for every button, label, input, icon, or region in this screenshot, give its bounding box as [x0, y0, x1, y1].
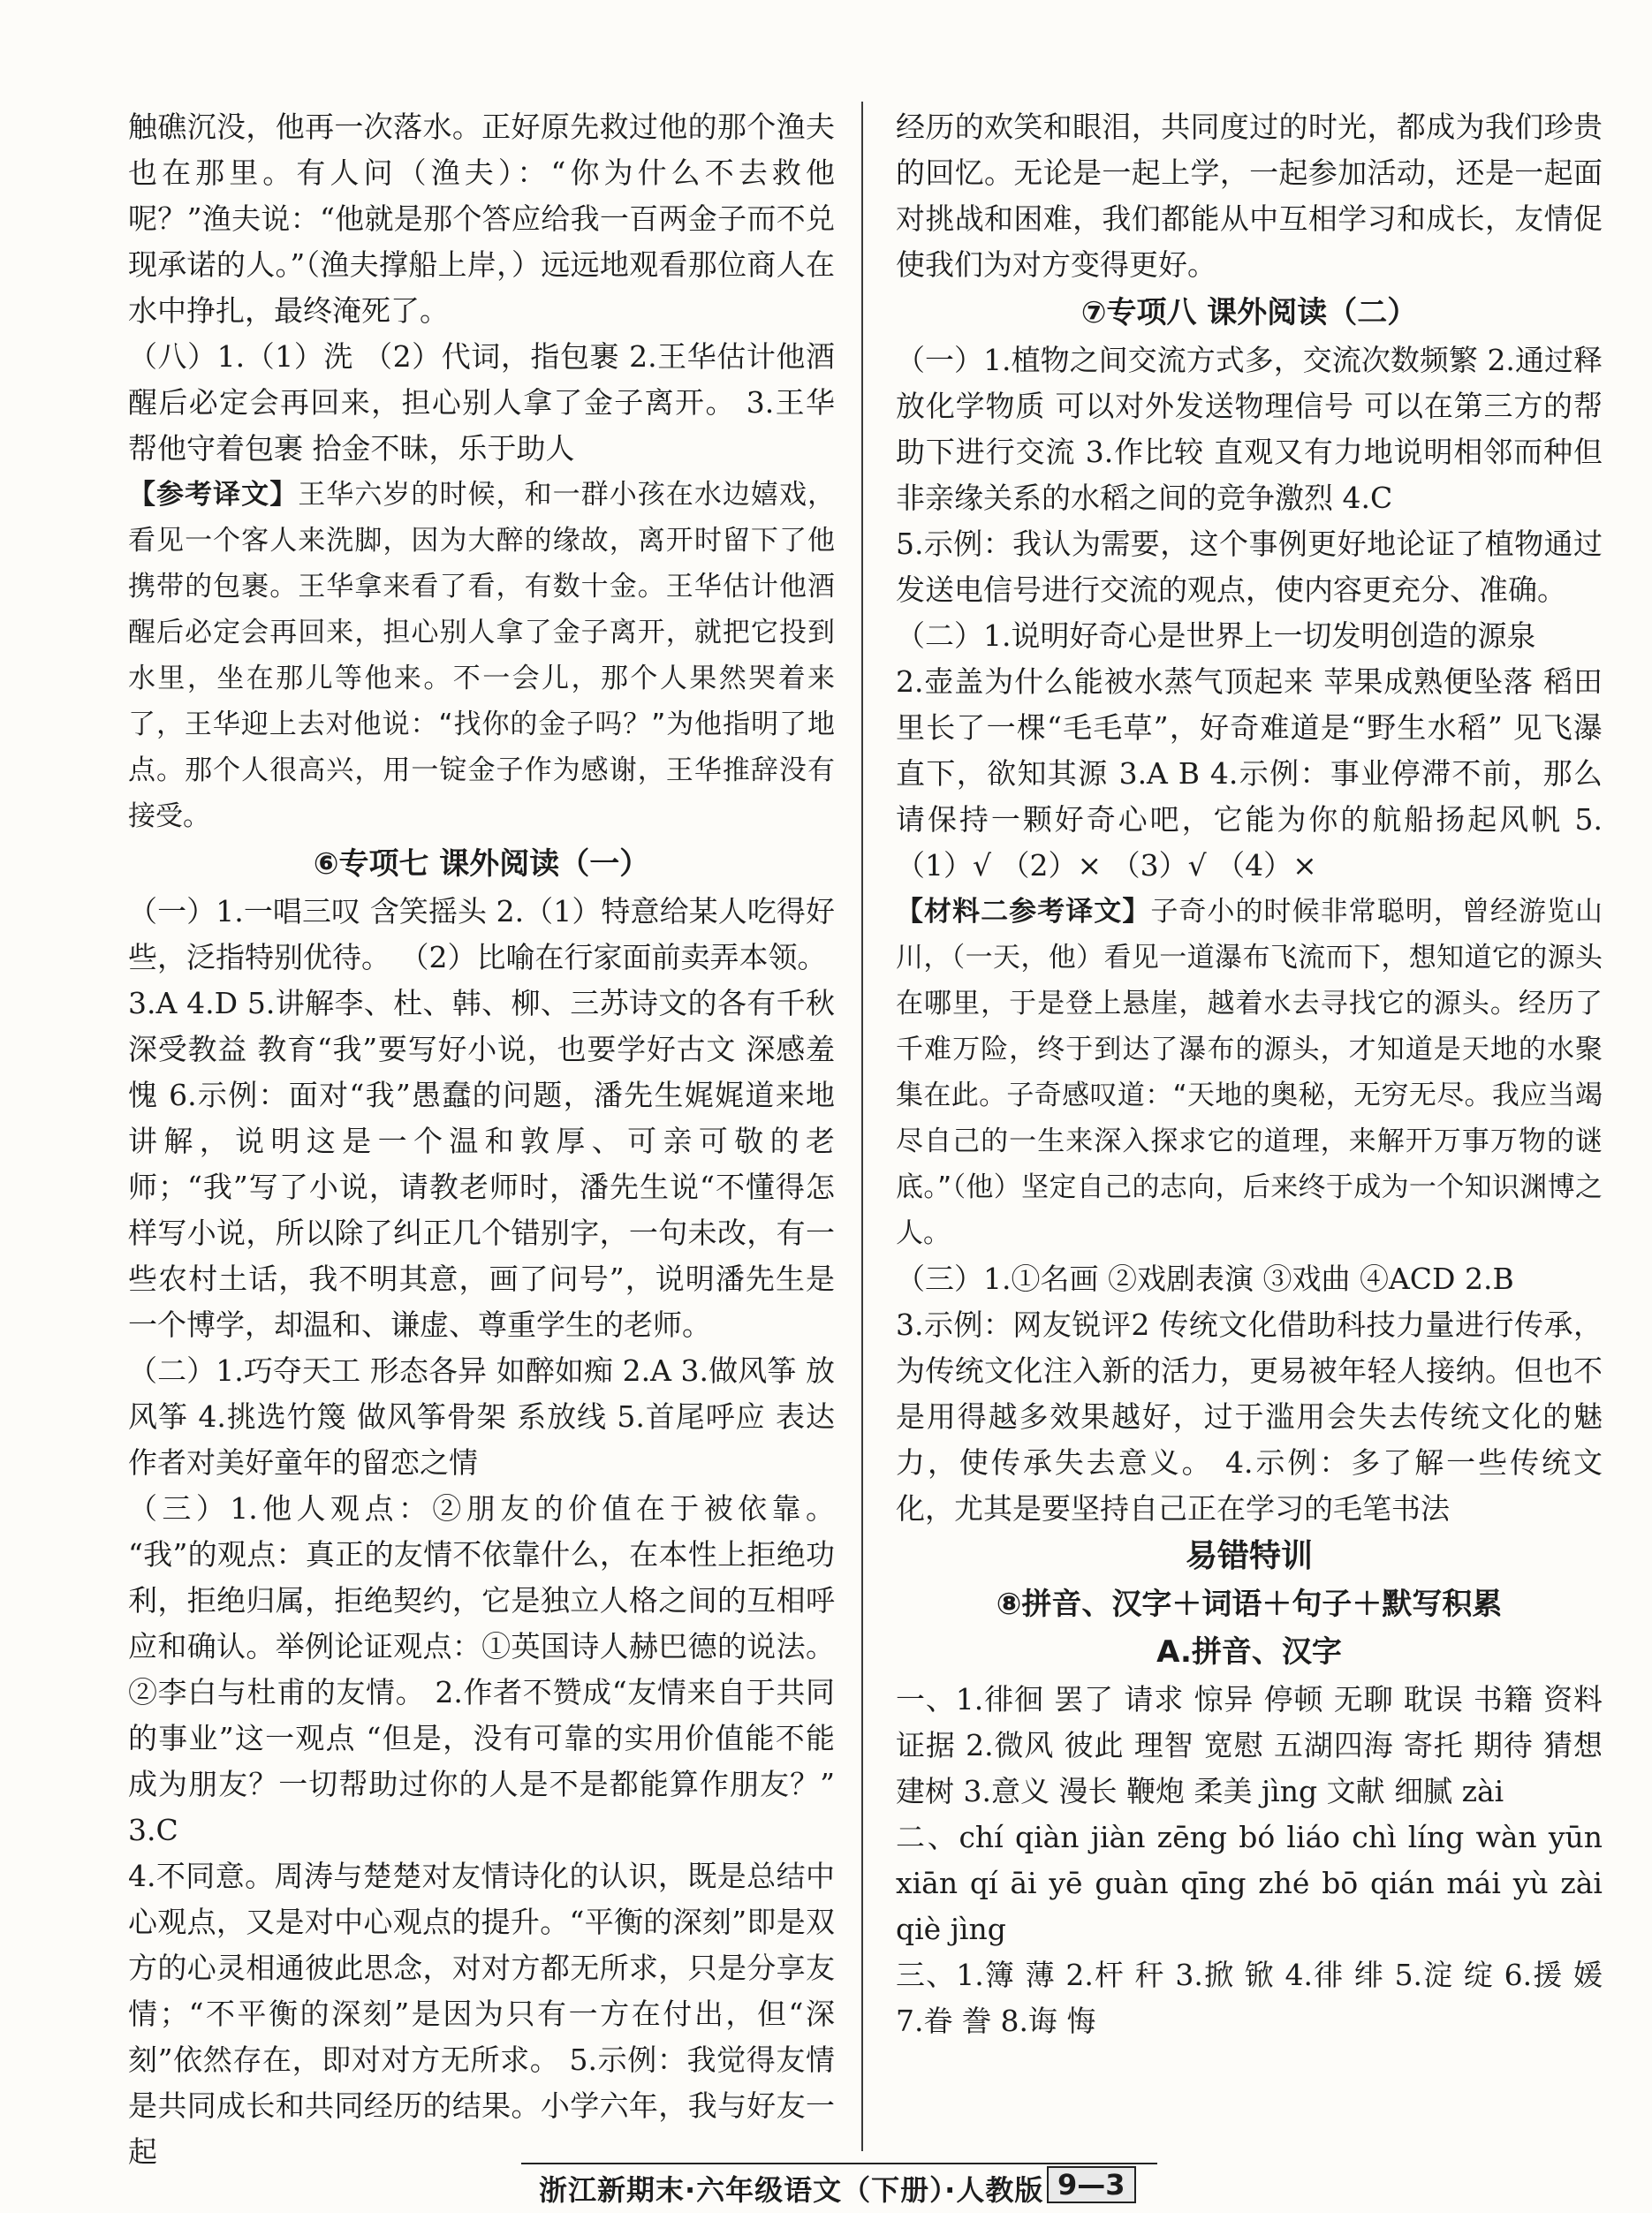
translation-text: 子奇小的时候非常聪明，曾经游览山川，（一天，他）看见一道瀑布飞流而下，想知道它的源头在哪里，于是登上悬崖，越着水去寻找它的源头。经历了千难万险，终于到达了瀑布的源头，才知道是天地的水聚集在此。子奇感叹道：“天地的奥秘，无穷无尽。我应当竭尽自己的一生来深入探求它的道理，来解开万事万物的谜底。”（他）坚定自己的志向，后来终于成为一个知识渊博之人。 — [896, 896, 1603, 1249]
left-paragraph-7: （三）1.他人观点：②朋友的价值在于被依靠。 “我”的观点：真正的友情不依靠什么，在本性上拒绝功利，拒绝归属，拒绝契约，它是独立人格之间的互相呼应和确认。举例论证观点：①英国诗人赫巴德的说法。②李白与杜甫的友情。 2.作者不赞成“友情来自于共同的事业”这一观点 “但是，没有可靠的实用价值能不能成为朋友？一切帮助过你的人是不是都能算作朋友？” 3.C — [128, 1491, 835, 1847]
left-paragraph-8: 4.不同意。周涛与楚楚对友情诗化的认识，既是总结中心观点，又是对中心观点的提升。“平衡的深刻”即是双方的心灵相通彼此思念，对对方都无所求，只是分享友情；“不平衡的深刻”是因为只有一方在付出，但“深刻”依然存在，即对对方无所求。 5.示例：我觉得友情是共同成长和共同经历的结果。小学六年，我与好友一起 — [128, 1859, 835, 2169]
section-heading-error-training: 易错特训 — [1185, 1538, 1313, 1574]
left-paragraph-2: （八）1.（1）洗 （2）代词，指包裹 2.王华估计他酒醒后必定会再回来，担心别人拿了金子离开。 3.王华帮他守着包裹 拾金不昧，乐于助人 — [128, 339, 835, 466]
translation-tag: 【材料二参考译文】 — [896, 896, 1151, 928]
translation-text: 王华六岁的时候，和一群小孩在水边嬉戏，看见一个客人来洗脚，因为大醉的缘故，离开时留下了他携带的包裹。王华拿来看了看，有数十金。王华估计他酒醒后必定会再回来，担心别人拿了金子离开，就把它投到水里，坐在那儿等他来。不一会儿，那个人果然哭着来了，王华迎上去对他说：“找你的金子吗？”为他指明了地点。那个人很高兴，用一锭金子作为感谢，王华推辞没有接受。 — [128, 479, 835, 832]
left-translation — [128, 472, 835, 839]
footer-rule — [521, 2163, 1157, 2164]
right-paragraph-3: 5.示例：我认为需要，这个事例更好地论证了植物通过发送电信号进行交流的观点，使内容更充分、准确。 — [896, 527, 1603, 607]
left-paragraph-6: （二）1.巧夺天工 形态各异 如醉如痴 2.A 3.做风筝 放风筝 4.挑选竹篾 做风筝骨架 系放线 5.首尾呼应 表达作者对美好童年的留恋之情 — [128, 1353, 835, 1480]
right-paragraph-1: 经历的欢笑和眼泪，共同度过的时光，都成为我们珍贵的回忆。无论是一起上学，一起参加活动，还是一起面对挑战和困难，我们都能从中互相学习和成长，友情促使我们为对方变得更好。 — [896, 110, 1603, 282]
right-column — [896, 104, 1603, 2044]
column-divider — [861, 102, 863, 2151]
right-paragraph-10: 二、chí qiàn jiàn zēng bó liáo chì líng wàn yūn xiān qí āi yē guàn qīng zhé bō qián mái yù zài qiè jìng — [896, 1820, 1603, 1946]
right-paragraph-7: （三）1.①名画 ②戏剧表演 ③戏曲 ④ACD 2.B — [896, 1262, 1514, 1296]
section-heading-8: ⑦专项八 课外阅读（二） — [1080, 295, 1418, 330]
page-footer — [0, 2163, 1652, 2207]
left-column — [128, 104, 835, 2175]
right-paragraph-2: （一）1.植物之间交流方式多，交流次数频繁 2.通过释放化学物质 可以对外发送物理信号 可以在第三方的帮助下进行交流 3.作比较 直观又有力地说明相邻而种但非亲缘关系的水稻之间的竞争激烈 4.C — [896, 343, 1603, 515]
right-translation — [896, 889, 1603, 1256]
left-paragraph-5: 3.A 4.D 5.讲解李、杜、韩、柳、三苏诗文的各有千秋 深受教益 教育“我”要写好小说，也要学好古文 深感羞愧 6.示例：面对“我”愚蠢的问题，潘先生娓娓道来地讲解，说明这是一个温和敦厚、可亲可敬的老师；“我”写了小说，请教老师时，潘先生说“不懂得怎样写小说，所以除了纠正几个错别字，一句未改，有一些农村土话，我不明其意，画了问号”，说明潘先生是一个博学，却温和、谦虚、尊重学生的老师。 — [128, 986, 835, 1342]
section-heading-7: ⑥专项七 课外阅读（一） — [313, 846, 650, 882]
page-number: 9—3 — [1047, 2166, 1136, 2203]
subsection-heading-a: A.拼音、汉字 — [1156, 1634, 1342, 1670]
right-paragraph-9: 一、1.徘徊 罢了 请求 惊异 停顿 无聊 耽误 书籍 资料 证据 2.微风 彼此 理智 宽慰 五湖四海 寄托 期待 猜想 建树 3.意义 漫长 鞭炮 柔美 jìng 文献 细腻 zài — [896, 1682, 1603, 1808]
section-heading-pinyin-words: ⑧拼音、汉字＋词语＋句子＋默写积累 — [996, 1587, 1503, 1622]
right-paragraph-4: （二）1.说明好奇心是世界上一切发明创造的源泉 — [896, 618, 1536, 653]
right-paragraph-5: 2.壶盖为什么能被水蒸气顶起来 苹果成熟便坠落 稻田里长了一棵“毛毛草”，好奇难道是“野生水稻” 见飞瀑直下，欲知其源 3.A B 4.示例：事业停滞不前，那么请保持一颗好奇心吧，它能为你的航船扬起风帆 5.（1）√ （2）× （3）√ （4）× — [896, 664, 1603, 883]
left-paragraph-1: 触礁沉没，他再一次落水。正好原先救过他的那个渔夫也在那里。有人问（渔夫）：“你为什么不去救他呢？”渔夫说：“他就是那个答应给我一百两金子而不兑现承诺的人。”（渔夫撑船上岸，）远远地观看那位商人在水中挣扎，最终淹死了。 — [128, 110, 835, 328]
right-paragraph-11: 三、1.簿 薄 2.杆 秆 3.掀 锨 4.徘 绯 5.淀 绽 6.援 媛 7.眷 誊 8.诲 悔 — [896, 1958, 1603, 2038]
footer-title: 浙江新期末·六年级语文（下册）·人教版 — [539, 2173, 1044, 2207]
left-paragraph-4: （一）1.一唱三叹 含笑摇头 2.（1）特意给某人吃得好些，泛指特别优待。 （2）比喻在行家面前卖弄本领。 — [128, 894, 835, 974]
translation-tag: 【参考译文】 — [128, 479, 299, 511]
right-paragraph-8: 3.示例：网友锐评2 传统文化借助科技力量进行传承，为传统文化注入新的活力，更易被年轻人接纳。但也不是用得越多效果越好，过于滥用会失去传统文化的魅力，使传承失去意义。 4.示例：多了解一些传统文化，尤其是要坚持自己正在学习的毛笔书法 — [896, 1307, 1603, 1526]
